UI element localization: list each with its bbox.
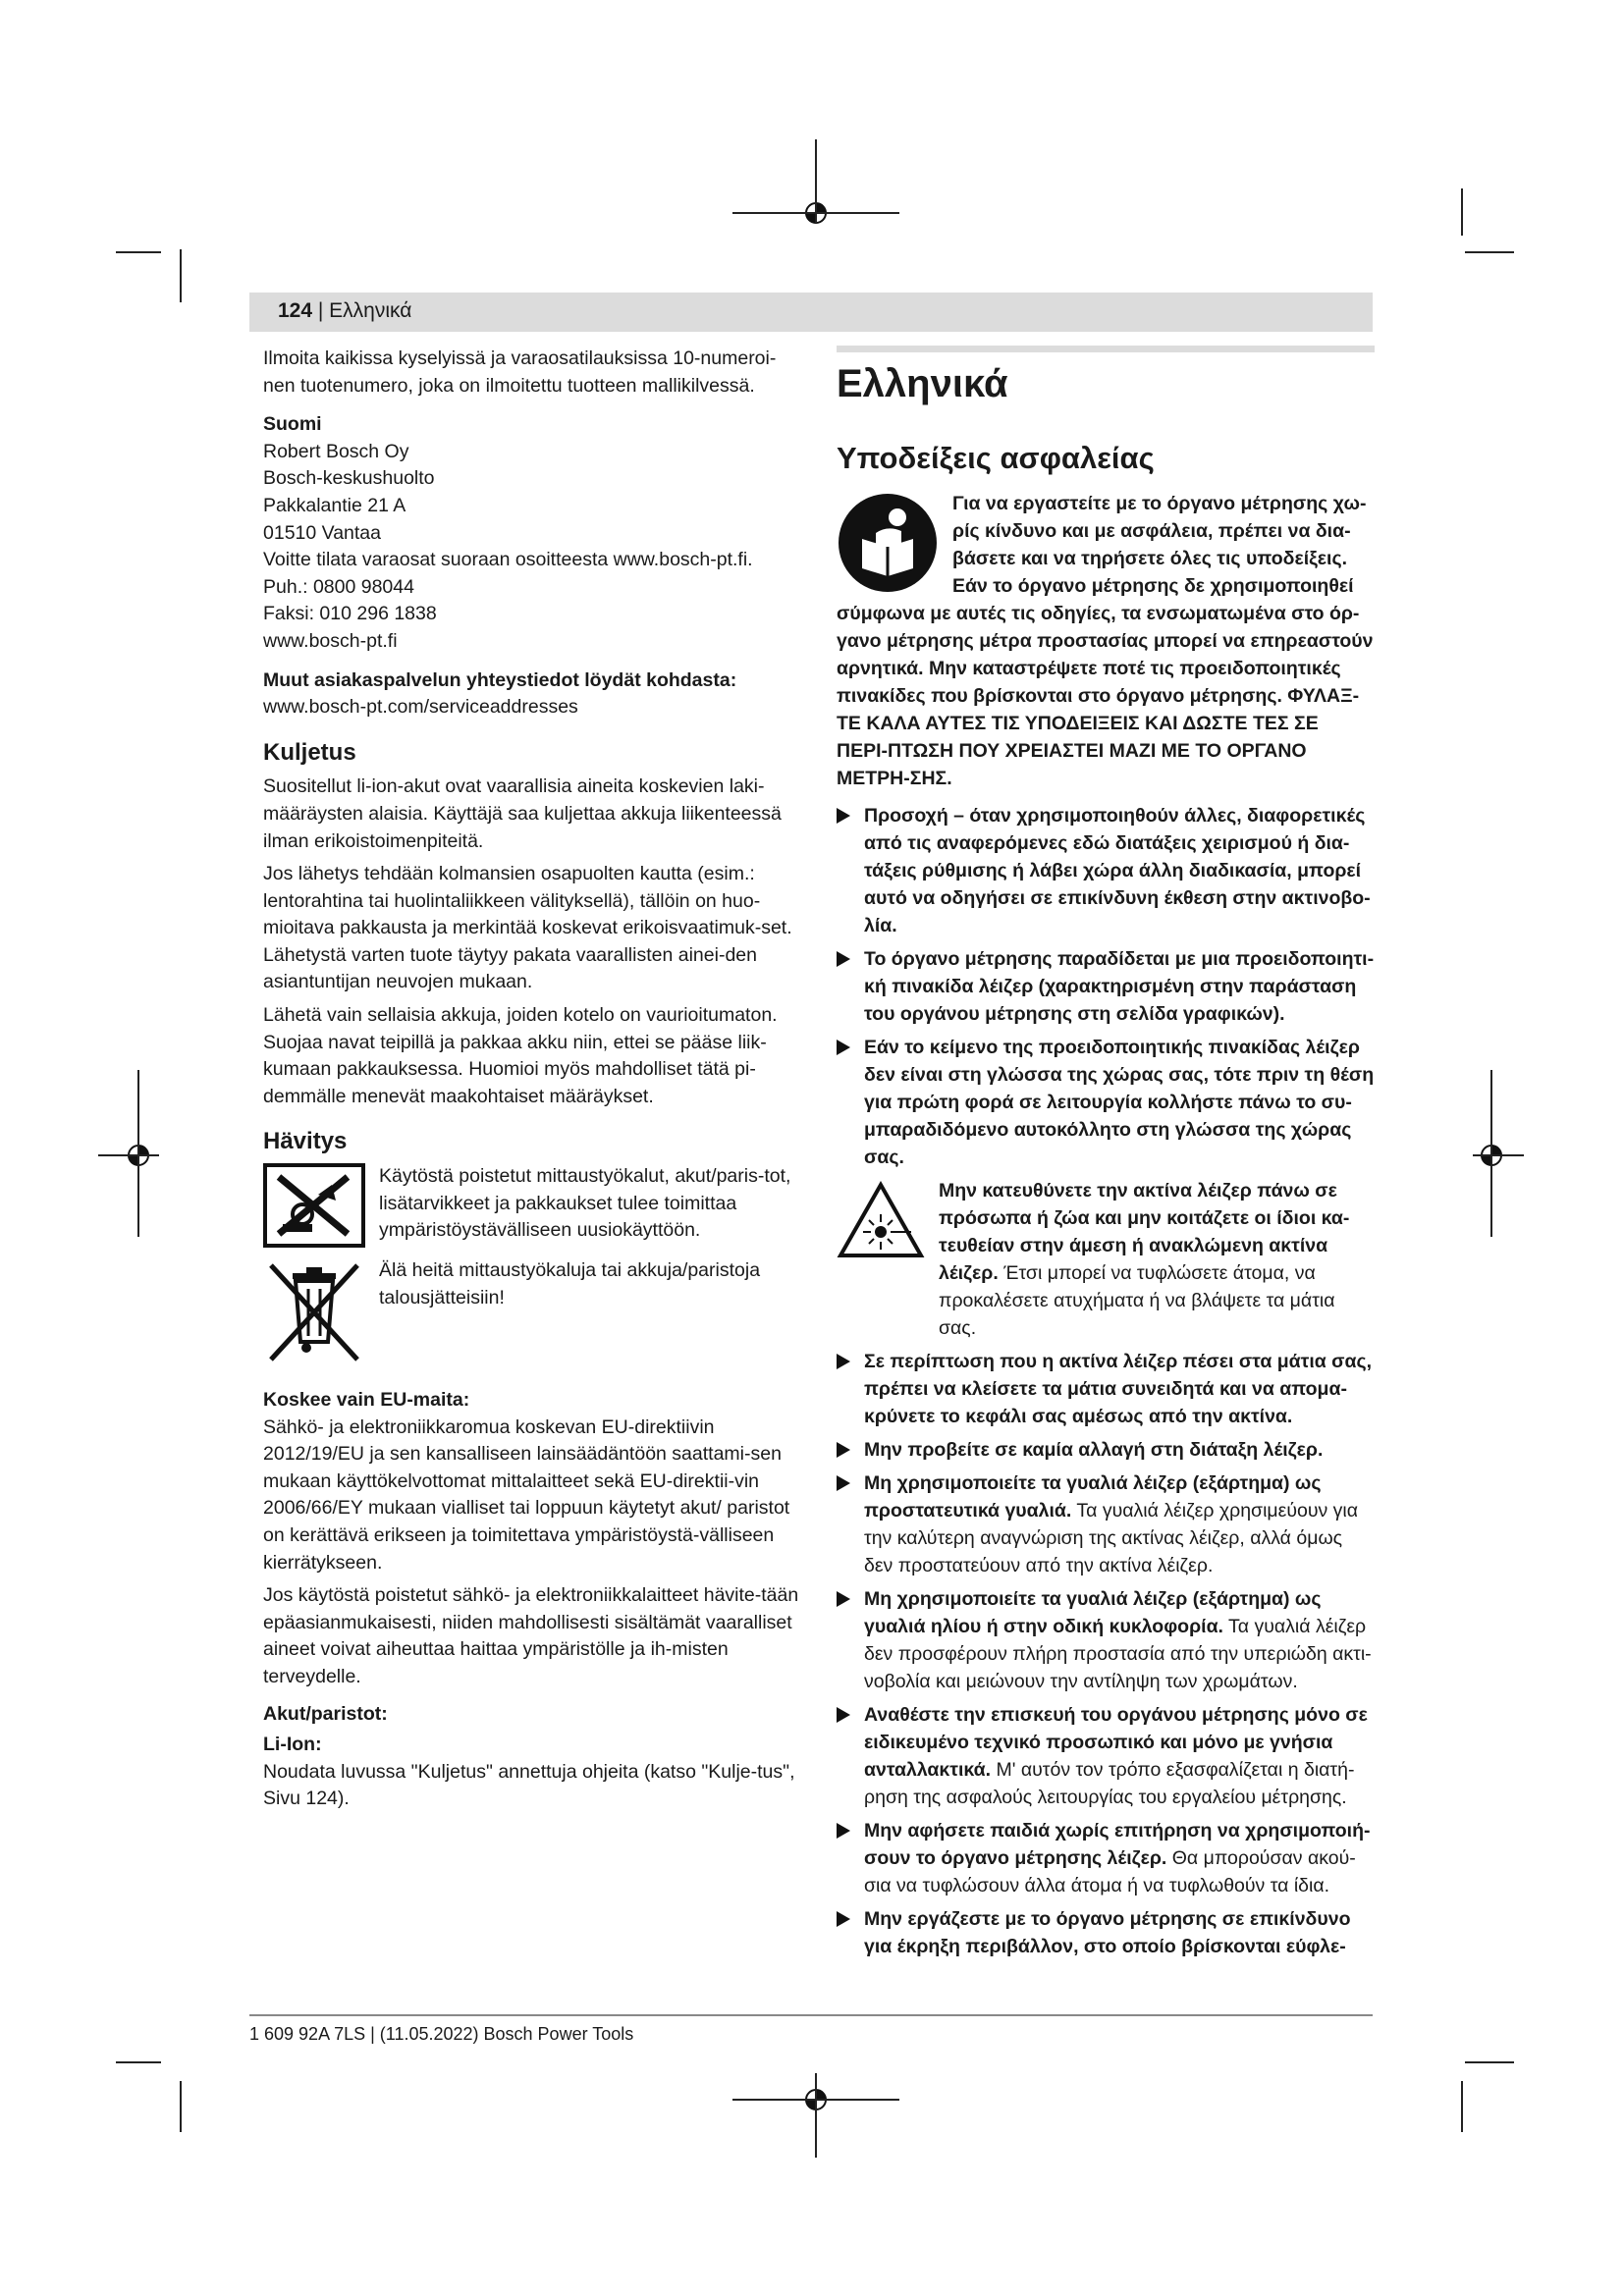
contacts-url: www.bosch-pt.com/serviceaddresses [263, 696, 578, 719]
page-header [278, 299, 411, 323]
battery-text: Noudata luvussa "Kuljetus" annettuja ohjeita (katso "Kulje-tus", Sivu 124). [263, 1760, 795, 1810]
bullet-triangle-icon [837, 1034, 850, 1055]
crop-mark [732, 212, 899, 214]
header-language: Ελληνικά [329, 299, 412, 322]
laser-warning-icon [837, 1181, 925, 1259]
bullet-bold-text: Μην αφήσετε παιδιά χωρίς επιτήρηση να χρησιμοποιή-σουν το όργανο μέτρησης λέιζερ. [864, 1820, 1371, 1869]
crop-mark [180, 249, 182, 302]
crop-mark [1461, 2081, 1463, 2132]
contacts-heading: Muut asiakaspalvelun yhteystiedot löydät kohdasta: [263, 668, 737, 691]
transport-heading: Kuljetus [263, 738, 356, 766]
address-line: Faksi: 010 296 1838 [263, 603, 437, 625]
laser-warning-bold: Μην κατευθύνετε την ακτίνα λέιζερ πάνω σε πρόσωπα ή ζώα και μην κοιτάζετε οι ίδιοι κα-τευθείαν στην άμεση ή ανακλώμενη ακτίνα λέιζερ. [939, 1180, 1350, 1284]
crop-mark [1465, 2061, 1514, 2063]
bullet-bold-text: Προσοχή – όταν χρησιμοποιηθούν άλλες, διαφορετικές από τις αναφερόμενες εδώ διατάξεις χειρισμού ή δια-τάξεις ρύθμισης ή λάβει χώρα άλλη διαδικασία, μπορεί αυτό να οδηγήσει σε επικίνδυνη έκθεση στην ακτινοβο-λία. [864, 805, 1371, 936]
liion-heading: Li-Ion: [263, 1734, 322, 1756]
safety-bullet [837, 1436, 1375, 1464]
left-column [263, 346, 799, 1819]
bullet-triangle-icon [837, 1817, 850, 1839]
address-line: Voitte tilata varaosat suoraan osoitteesta www.bosch-pt.fi. [263, 549, 753, 571]
laser-warning-text: Έτσι μπορεί να τυφλώσετε άτομα, να προκαλέσετε ατυχήματα ή να βλάψετε τα μάτια σας. [939, 1262, 1335, 1339]
address-line: 01510 Vantaa [263, 521, 381, 544]
address-block [263, 439, 799, 656]
eu-paragraph: Jos käytöstä poistetut sähkö- ja elektroniikkalaitteet hävite-tään epäasianmukaisesti, niiden mahdollisesti sisältämät vaaralliset aineet voivat aiheuttaa haittaa ympäristölle ja ih-misten terveydelle. [263, 1584, 799, 1687]
transport-paragraph: Suositellut li-ion-akut ovat vaarallisia aineita koskevien laki-määräysten alaisia. Käyttäjä saa kuljettaa akkuja liikenteessä ilman erikoistoimenpiteitä. [263, 775, 782, 852]
bullet-text: Θα μπορούσαν ακού-σια να τυφλώσουν άλλα άτομα ή να τυφλωθούν τα ίδια. [864, 1847, 1356, 1896]
suomi-heading: Suomi [263, 413, 322, 436]
eu-heading: Koskee vain EU-maita: [263, 1389, 470, 1412]
crop-mark [1490, 1070, 1492, 1237]
bullet-bold-text: Εάν το κείμενο της προειδοποιητικής πινακίδας λέιζερ δεν είναι στη γλώσσα της χώρας σας, τότε πριν τη θέση για πρώτη φορά σε λειτουργία κολλήστε πάνω το συ-μπαραδιδόμενο αυτοκόλλητο στη γλώσσα της χώρας σας. [864, 1037, 1375, 1168]
bullet-bold-text: Μην εργάζεστε με το όργανο μέτρησης σε επικίνδυνο για έκρηξη περιβάλλον, στο οποίο βρίσκονται εύφλε- [864, 1908, 1351, 1957]
crop-mark [116, 251, 161, 253]
bullet-text: Τα γυαλιά λέιζερ χρησιμεύουν για την καλύτερη αναγνώριση της ακτίνας λέιζερ, αλλά όμως δεν προστατεύουν από την ακτίνα λέιζερ. [864, 1500, 1359, 1576]
read-manual-icon [837, 492, 939, 594]
bullet-triangle-icon [837, 945, 850, 967]
address-line: Bosch-keskushuolto [263, 467, 435, 490]
bullet-triangle-icon [837, 1905, 850, 1927]
footer-rule [249, 2014, 1373, 2016]
crop-mark [1473, 1154, 1524, 1156]
bullet-text: Μ' αυτόν τον τρόπο εξασφαλίζεται η διατή-ρηση της ασφαλούς λειτουργίας του εργαλείου μέτρησης. [864, 1759, 1355, 1808]
crop-mark [180, 2081, 182, 2132]
bullet-bold-text: Σε περίπτωση που η ακτίνα λέιζερ πέσει στα μάτια σας, πρέπει να κλείσετε τα μάτια συνειδητά και να απομα-κρύνετε το κεφάλι σας αμέσως από την ακτίνα. [864, 1351, 1373, 1427]
disposal-heading: Hävitys [263, 1128, 348, 1155]
recycling-symbol-icon [263, 1163, 365, 1248]
transport-paragraph: Jos lähetys tehdään kolmansien osapuolten kautta (esim.: lentorahtina tai huolintaliikkeen välityksellä), tällöin on huo-mioitava pakkausta ja merkintää koskevat erikoisvaatimuk-set. Lähetystä varten tuote täytyy pakata vaarallisten ainei-den asiantuntijan neuvojen mukaan. [263, 863, 792, 993]
section-subtitle: Υποδείξεις ασφαλείας [837, 441, 1155, 475]
address-line: Robert Bosch Oy [263, 440, 409, 462]
address-line: Pakkalantie 21 A [263, 494, 406, 516]
safety-bullet [837, 1817, 1375, 1899]
crop-mark [98, 1154, 159, 1156]
disposal-row-bin [263, 1257, 799, 1365]
bullet-bold-text: Μην προβείτε σε καμία αλλαγή στη διάταξη λέιζερ. [864, 1439, 1324, 1461]
disposal-text-bin: Älä heitä mittaustyökaluja tai akkuja/paristoja talousjätteisiin! [379, 1259, 761, 1308]
crop-mark [116, 2061, 161, 2063]
bullet-triangle-icon [837, 1348, 850, 1369]
page-footer: 1 609 92A 7LS | (11.05.2022) Bosch Power Tools [249, 2024, 634, 2044]
crossed-out-bin-icon [263, 1257, 365, 1365]
safety-bullet [837, 945, 1375, 1028]
crop-mark [1465, 251, 1514, 253]
safety-bullet [837, 1701, 1375, 1811]
address-line: www.bosch-pt.fi [263, 629, 398, 652]
disposal-row-recycle [263, 1163, 799, 1248]
transport-paragraph: Lähetä vain sellaisia akkuja, joiden kotelo on vaurioitumaton. Suojaa navat teipillä ja pakkaa akku niin, ettei se pääse liik-kumaan pakkauksessa. Huomioi myös mahdolliset tätä pi-demmälle menevät maakohtaiset määräykset. [263, 1004, 778, 1107]
bullet-bold-text: Μη χρησιμοποιείτε τα γυαλιά λέιζερ (εξάρτημα) ως γυαλιά ηλίου ή στην οδική κυκλοφορία. [864, 1588, 1322, 1637]
bullet-triangle-icon [837, 1585, 850, 1607]
laser-warning-block [837, 1177, 1375, 1342]
bullet-triangle-icon [837, 1469, 850, 1491]
safety-bullet [837, 1034, 1375, 1171]
bullet-bold-text: Μη χρησιμοποιείτε τα γυαλιά λέιζερ (εξάρτημα) ως προστατευτικά γυαλιά. [864, 1472, 1322, 1522]
section-title: Ελληνικά [837, 362, 1008, 405]
section-rule [837, 346, 1375, 352]
disposal-text-recycle: Käytöstä poistetut mittaustyökalut, akut/paris-tot, lisätarvikkeet ja pakkaukset tulee toimittaa ympäristöystävälliseen uusiokäyttöön. [379, 1165, 791, 1242]
crop-mark [732, 2099, 899, 2101]
intro-block [837, 490, 1375, 792]
battery-heading: Akut/paristot: [263, 1702, 388, 1725]
crop-mark [137, 1070, 139, 1237]
header-separator: | [312, 299, 330, 322]
bullet-text: Τα γυαλιά λέιζερ δεν προσφέρουν πλήρη προστασία από την υπεριώδη ακτι-νοβολία και μειώνουν την αντίληψη των χρωμάτων. [864, 1616, 1372, 1692]
bullet-triangle-icon [837, 1701, 850, 1723]
address-line: Puh.: 0800 98044 [263, 575, 414, 598]
right-column [837, 346, 1375, 1966]
page-number: 124 [278, 299, 313, 322]
intro-safety-text: Για να εργαστείτε με το όργανο μέτρησης χω-ρίς κίνδυνο και με ασφάλεια, πρέπει να δια-βάσετε και να τηρήσετε όλες τις υποδείξεις. Εάν το όργανο μέτρησης δε χρησιμοποιηθεί σύμφωνα με αυτές τις οδηγίες, τα ενσωματωμένα στο όρ-γανο μέτρησης μέτρα προστασίας μπορεί να επηρεαστούν αρνητικά. Μην καταστρέψετε ποτέ τις προειδοποιητικές πινακίδες που βρίσκονται στο όργανο μέτρησης. ΦΥΛΑΞ-ΤΕ ΚΑΛΑ ΑΥΤΕΣ ΤΙΣ ΥΠΟΔΕΙΞΕΙΣ ΚΑΙ ΔΩΣΤΕ ΤΕΣ ΣΕ ΠΕΡΙ-ΠΤΩΣΗ ΠΟΥ ΧΡΕΙΑΣΤΕΙ ΜΑΖΙ ΜΕ ΤΟ ΟΡΓΑΝΟ ΜΕΤΡΗ-ΣΗΣ. [837, 493, 1374, 789]
bullet-bold-text: Αναθέστε την επισκευή του οργάνου μέτρησης μόνο σε ειδικευμένο τεχνικό προσωπικό και μόνο με γνήσια ανταλλακτικά. [864, 1704, 1368, 1781]
intro-paragraph: Ilmoita kaikissa kyselyissä ja varaosatilauksissa 10-numeroi-nen tuotenumero, joka on ilmoitettu tuotteen mallikilvessä. [263, 347, 777, 397]
bullet-bold-text: Το όργανο μέτρησης παραδίδεται με μια προειδοποιητι-κή πινακίδα λέιζερ (χαρακτηρισμένη στην παράσταση του οργάνου μέτρησης στη σελίδα γραφικών). [864, 948, 1375, 1025]
crop-mark [1461, 188, 1463, 236]
bullet-triangle-icon [837, 802, 850, 824]
bullet-triangle-icon [837, 1436, 850, 1458]
crop-mark [815, 2073, 817, 2158]
safety-bullet [837, 1585, 1375, 1695]
safety-bullet [837, 1905, 1375, 1960]
header-bar [249, 293, 1373, 332]
safety-bullet [837, 1348, 1375, 1430]
safety-bullet [837, 1469, 1375, 1579]
safety-bullet [837, 802, 1375, 939]
eu-paragraph: Sähkö- ja elektroniikkaromua koskevan EU-direktiivin 2012/19/EU ja sen kansalliseen lainsäädäntöön saattami-sen mukaan käyttökelvottomat mittalaitteet sekä EU-direktii-vin 2006/66/EY mukaan vialliset tai loppuun käytetyt akut/ paristot on kerättävä erikseen ja toimitettava ympäristöystä-välliseen kierrätykseen. [263, 1415, 790, 1574]
